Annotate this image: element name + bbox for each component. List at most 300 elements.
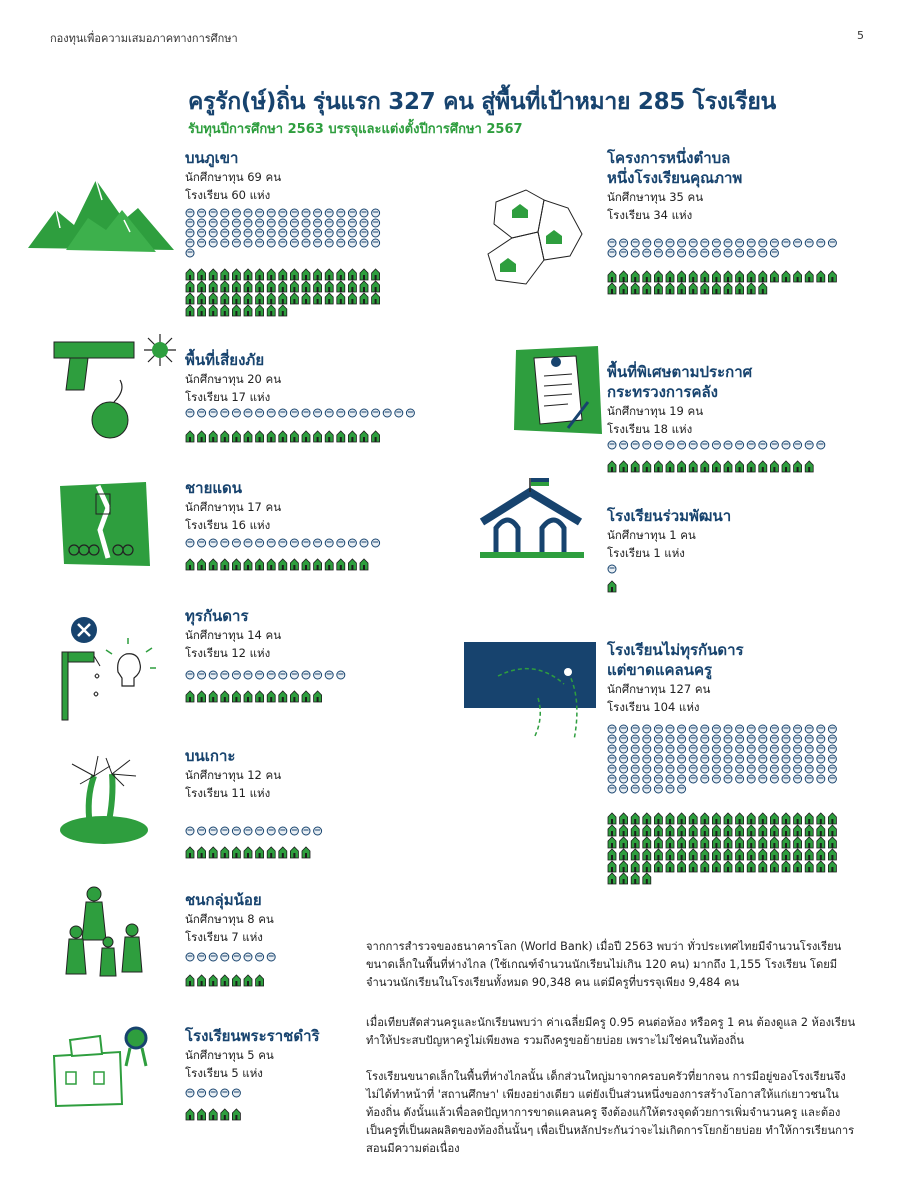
school-icon-grid — [185, 268, 385, 318]
teacher-face-icon — [805, 765, 813, 773]
school-icon-grid — [185, 430, 419, 444]
school-building-icon — [666, 837, 674, 848]
teacher-face-icon — [678, 745, 686, 753]
school-building-icon — [782, 825, 790, 836]
school-building-icon — [221, 431, 229, 442]
school-building-icon — [198, 293, 206, 304]
teacher-face-icon — [279, 409, 287, 417]
school-building-icon — [666, 861, 674, 872]
school-icon-grid — [607, 270, 841, 296]
teacher-face-icon — [724, 735, 732, 743]
teacher-face-icon — [209, 229, 217, 237]
school-building-icon — [279, 691, 287, 702]
school-building-icon — [244, 847, 252, 858]
teacher-face-icon — [817, 735, 825, 743]
area-section — [607, 506, 731, 562]
teacher-face-icon — [828, 735, 836, 743]
district-map-illustration — [482, 184, 594, 288]
teacher-face-icon — [256, 539, 264, 547]
teacher-face-icon — [325, 239, 333, 247]
school-building-icon — [290, 847, 298, 858]
school-building-icon — [360, 431, 368, 442]
teacher-face-icon — [290, 539, 298, 547]
school-building-icon — [279, 431, 287, 442]
teacher-face-icon — [360, 539, 368, 547]
teacher-face-icon — [678, 249, 686, 257]
student-count-label: นักศึกษาทุน 1 คน — [607, 528, 696, 542]
school-building-icon — [712, 283, 720, 294]
area-section — [607, 640, 744, 716]
school-building-icon — [209, 293, 217, 304]
school-building-icon — [372, 281, 380, 292]
teacher-face-icon — [724, 765, 732, 773]
teacher-face-icon — [654, 775, 662, 783]
teacher-face-icon — [631, 735, 639, 743]
teacher-face-icon — [782, 725, 790, 733]
teacher-face-icon — [689, 249, 697, 257]
school-building-icon — [666, 283, 674, 294]
area-name: ชนกลุ่มน้อย — [185, 891, 262, 909]
teacher-face-icon — [198, 671, 206, 679]
teacher-face-icon — [221, 209, 229, 217]
teacher-face-icon — [666, 239, 674, 247]
school-building-icon — [221, 975, 229, 986]
teacher-face-icon — [805, 441, 813, 449]
school-building-icon — [794, 825, 802, 836]
teacher-face-icon — [198, 827, 206, 835]
school-icon-grid — [607, 460, 830, 474]
school-count-label: โรงเรียน 1 แห่ง — [607, 546, 685, 560]
teacher-face-icon — [770, 249, 778, 257]
school-building-icon — [654, 813, 662, 824]
school-building-icon — [712, 837, 720, 848]
teacher-face-icon — [747, 765, 755, 773]
teacher-face-icon — [608, 745, 616, 753]
teacher-face-icon — [244, 671, 252, 679]
area-name: หนึ่งโรงเรียนคุณภาพ — [607, 169, 743, 187]
school-icon-grid — [185, 846, 327, 860]
teacher-face-icon — [279, 239, 287, 247]
school-building-icon — [666, 461, 674, 472]
teacher-face-icon — [209, 671, 217, 679]
school-building-icon — [198, 1109, 206, 1120]
teacher-face-icon — [608, 725, 616, 733]
teacher-face-icon — [279, 229, 287, 237]
school-building-icon — [290, 559, 298, 570]
teacher-face-icon — [782, 239, 790, 247]
school-building-icon — [314, 559, 322, 570]
school-building-icon — [186, 293, 194, 304]
teacher-face-icon — [678, 765, 686, 773]
teacher-face-icon — [256, 827, 264, 835]
teacher-face-icon — [232, 239, 240, 247]
teacher-face-icon — [186, 229, 194, 237]
teacher-face-icon — [256, 953, 264, 961]
teacher-face-icon — [631, 775, 639, 783]
school-icon-grid — [607, 812, 841, 886]
school-building-icon — [712, 861, 720, 872]
teacher-face-icon — [654, 765, 662, 773]
school-building-icon — [643, 861, 651, 872]
school-building-icon — [256, 305, 264, 316]
teacher-face-icon — [620, 239, 628, 247]
teacher-face-icon — [244, 539, 252, 547]
school-building-icon — [302, 691, 310, 702]
teacher-face-icon — [290, 229, 298, 237]
teacher-face-icon — [759, 755, 767, 763]
teacher-face-icon — [279, 219, 287, 227]
teacher-face-icon — [372, 219, 380, 227]
teacher-face-icon — [244, 827, 252, 835]
teacher-face-icon — [198, 953, 206, 961]
school-building-icon — [232, 975, 240, 986]
teacher-face-icon — [631, 755, 639, 763]
school-building-icon — [256, 269, 264, 280]
teacher-face-icon — [747, 441, 755, 449]
flag-school-illustration — [476, 478, 588, 562]
teacher-face-icon — [689, 755, 697, 763]
teacher-face-icon — [267, 239, 275, 247]
teacher-face-icon — [232, 953, 240, 961]
teacher-face-icon — [209, 239, 217, 247]
school-building-icon — [337, 293, 345, 304]
student-icon-grid — [607, 564, 621, 576]
school-building-icon — [279, 269, 287, 280]
school-building-icon — [782, 271, 790, 282]
teacher-face-icon — [736, 735, 744, 743]
teacher-face-icon — [608, 735, 616, 743]
student-count-label: นักศึกษาทุน 8 คน — [185, 912, 274, 926]
teacher-face-icon — [631, 745, 639, 753]
teacher-face-icon — [186, 209, 194, 217]
teacher-face-icon — [759, 735, 767, 743]
teacher-face-icon — [290, 239, 298, 247]
school-building-icon — [817, 849, 825, 860]
teacher-face-icon — [337, 409, 345, 417]
teacher-face-icon — [186, 539, 194, 547]
student-icon-grid — [185, 538, 385, 550]
teacher-face-icon — [302, 827, 310, 835]
school-building-icon — [678, 813, 686, 824]
teacher-face-icon — [198, 209, 206, 217]
school-building-icon — [770, 825, 778, 836]
teacher-face-icon — [244, 209, 252, 217]
school-building-icon — [689, 813, 697, 824]
school-building-icon — [782, 861, 790, 872]
hill-tribe-people-illustration — [62, 884, 152, 984]
school-building-icon — [643, 849, 651, 860]
school-building-icon — [689, 271, 697, 282]
teacher-face-icon — [828, 239, 836, 247]
school-building-icon — [209, 559, 217, 570]
teacher-face-icon — [620, 735, 628, 743]
teacher-face-icon — [348, 209, 356, 217]
page-number: 5 — [857, 29, 864, 42]
school-icon-grid — [185, 974, 280, 988]
school-building-icon — [689, 283, 697, 294]
teacher-face-icon — [244, 239, 252, 247]
school-building-icon — [221, 281, 229, 292]
school-building-icon — [279, 305, 287, 316]
student-count-label: นักศึกษาทุน 69 คน — [185, 170, 282, 184]
school-building-icon — [232, 847, 240, 858]
teacher-face-icon — [701, 775, 709, 783]
teacher-face-icon — [290, 671, 298, 679]
school-count-label: โรงเรียน 104 แห่ง — [607, 700, 700, 714]
school-building-icon — [770, 271, 778, 282]
teacher-face-icon — [314, 229, 322, 237]
school-building-icon — [608, 825, 616, 836]
teacher-face-icon — [654, 249, 662, 257]
teacher-face-icon — [198, 239, 206, 247]
teacher-face-icon — [221, 953, 229, 961]
school-building-icon — [678, 283, 686, 294]
school-building-icon — [724, 283, 732, 294]
school-building-icon — [302, 281, 310, 292]
area-section — [185, 746, 281, 802]
teacher-face-icon — [828, 745, 836, 753]
teacher-face-icon — [209, 539, 217, 547]
school-building-icon — [794, 849, 802, 860]
school-building-icon — [256, 559, 264, 570]
school-building-icon — [794, 861, 802, 872]
school-building-icon — [678, 825, 686, 836]
teacher-face-icon — [666, 765, 674, 773]
school-building-icon — [232, 1109, 240, 1120]
teacher-face-icon — [372, 239, 380, 247]
school-building-icon — [631, 271, 639, 282]
teacher-face-icon — [256, 229, 264, 237]
school-building-icon — [643, 813, 651, 824]
school-building-icon — [279, 293, 287, 304]
teacher-face-icon — [608, 249, 616, 257]
teacher-face-icon — [817, 239, 825, 247]
school-building-icon — [747, 861, 755, 872]
school-building-icon — [256, 847, 264, 858]
teacher-face-icon — [631, 249, 639, 257]
school-building-icon — [666, 271, 674, 282]
school-building-icon — [198, 691, 206, 702]
teacher-face-icon — [209, 219, 217, 227]
teacher-face-icon — [267, 827, 275, 835]
school-building-icon — [724, 813, 732, 824]
school-building-icon — [631, 461, 639, 472]
teacher-face-icon — [302, 229, 310, 237]
school-building-icon — [325, 559, 333, 570]
teacher-face-icon — [383, 409, 391, 417]
school-building-icon — [805, 849, 813, 860]
school-building-icon — [302, 559, 310, 570]
school-building-icon — [620, 861, 628, 872]
school-building-icon — [256, 293, 264, 304]
school-building-icon — [221, 269, 229, 280]
school-building-icon — [712, 271, 720, 282]
school-building-icon — [620, 461, 628, 472]
teacher-face-icon — [348, 239, 356, 247]
school-building-icon — [654, 461, 662, 472]
school-building-icon — [608, 813, 616, 824]
teacher-face-icon — [631, 785, 639, 793]
school-building-icon — [314, 691, 322, 702]
school-building-icon — [232, 559, 240, 570]
student-icon-grid — [185, 208, 385, 260]
teacher-face-icon — [643, 725, 651, 733]
school-building-icon — [232, 431, 240, 442]
school-building-icon — [337, 269, 345, 280]
school-building-icon — [608, 849, 616, 860]
teacher-face-icon — [360, 239, 368, 247]
teacher-face-icon — [770, 725, 778, 733]
school-building-icon — [828, 849, 836, 860]
school-building-icon — [631, 837, 639, 848]
school-building-icon — [244, 305, 252, 316]
school-building-icon — [360, 559, 368, 570]
school-building-icon — [256, 281, 264, 292]
school-building-icon — [654, 849, 662, 860]
school-building-icon — [701, 283, 709, 294]
school-building-icon — [232, 293, 240, 304]
school-building-icon — [198, 559, 206, 570]
school-building-icon — [631, 825, 639, 836]
teacher-face-icon — [817, 441, 825, 449]
teacher-face-icon — [256, 409, 264, 417]
area-name: บนเกาะ — [185, 747, 236, 765]
area-name: โรงเรียนร่วมพัฒนา — [607, 507, 732, 525]
teacher-face-icon — [712, 735, 720, 743]
school-building-icon — [608, 283, 616, 294]
teacher-face-icon — [302, 539, 310, 547]
body-paragraph-2: เมื่อเทียบสัดส่วนครูและนักเรียนพบว่า ค่าเฉลี่ยมีครู 0.95 คนต่อห้อง หรือครู 1 คน ต้องดูแล 2 ห้องเรียน ทำให้ประสบปัญหาครูไม่เพียงพอ รวมถึงครูขอย้ายบ่อย เพราะไม่ใช่คนในท้องถิ่น — [366, 1016, 856, 1047]
teacher-face-icon — [325, 671, 333, 679]
school-building-icon — [256, 975, 264, 986]
school-building-icon — [770, 837, 778, 848]
school-building-icon — [631, 813, 639, 824]
teacher-face-icon — [290, 409, 298, 417]
teacher-face-icon — [666, 735, 674, 743]
teacher-face-icon — [186, 827, 194, 835]
school-building-icon — [186, 281, 194, 292]
school-building-icon — [608, 837, 616, 848]
school-building-icon — [221, 305, 229, 316]
teacher-face-icon — [631, 765, 639, 773]
teacher-face-icon — [736, 755, 744, 763]
school-building-icon — [747, 849, 755, 860]
teacher-face-icon — [759, 441, 767, 449]
school-building-icon — [244, 559, 252, 570]
teacher-face-icon — [805, 239, 813, 247]
school-building-icon — [209, 305, 217, 316]
teacher-face-icon — [267, 953, 275, 961]
school-building-icon — [209, 691, 217, 702]
school-building-icon — [209, 1109, 217, 1120]
school-building-icon — [314, 281, 322, 292]
teacher-face-icon — [736, 745, 744, 753]
school-building-icon — [747, 461, 755, 472]
school-building-icon — [794, 271, 802, 282]
teacher-face-icon — [395, 409, 403, 417]
teacher-face-icon — [724, 755, 732, 763]
teacher-face-icon — [794, 755, 802, 763]
area-section — [185, 478, 281, 534]
school-building-icon — [314, 293, 322, 304]
teacher-face-icon — [782, 745, 790, 753]
teacher-face-icon — [314, 239, 322, 247]
school-building-icon — [724, 837, 732, 848]
school-building-icon — [805, 271, 813, 282]
school-building-icon — [828, 861, 836, 872]
area-section — [607, 362, 752, 438]
school-building-icon — [631, 283, 639, 294]
teacher-face-icon — [620, 755, 628, 763]
teacher-face-icon — [654, 735, 662, 743]
school-building-icon — [643, 873, 651, 884]
school-building-icon — [302, 431, 310, 442]
teacher-face-icon — [770, 735, 778, 743]
teacher-face-icon — [198, 539, 206, 547]
teacher-face-icon — [666, 725, 674, 733]
teacher-face-icon — [689, 725, 697, 733]
student-icon-grid — [185, 408, 419, 420]
teacher-face-icon — [724, 775, 732, 783]
school-building-icon — [620, 825, 628, 836]
school-building-icon — [360, 269, 368, 280]
school-building-icon — [267, 305, 275, 316]
school-building-icon — [198, 305, 206, 316]
school-building-icon — [805, 837, 813, 848]
school-building-icon — [805, 813, 813, 824]
school-building-icon — [747, 271, 755, 282]
area-name: โรงเรียนไม่ทุรกันดาร — [607, 641, 744, 659]
school-building-icon — [654, 283, 662, 294]
teacher-face-icon — [198, 219, 206, 227]
student-icon-grid — [607, 724, 841, 796]
teacher-face-icon — [724, 239, 732, 247]
school-building-icon — [747, 837, 755, 848]
teacher-face-icon — [701, 441, 709, 449]
school-building-icon — [209, 431, 217, 442]
teacher-face-icon — [678, 785, 686, 793]
teacher-face-icon — [724, 249, 732, 257]
teacher-face-icon — [232, 671, 240, 679]
teacher-face-icon — [666, 755, 674, 763]
teacher-face-icon — [279, 209, 287, 217]
teacher-face-icon — [736, 765, 744, 773]
school-building-icon — [290, 691, 298, 702]
teacher-face-icon — [348, 539, 356, 547]
school-building-icon — [631, 849, 639, 860]
student-count-label: นักศึกษาทุน 12 คน — [185, 768, 282, 782]
area-name: ทุรกันดาร — [185, 607, 249, 625]
school-building-icon — [724, 849, 732, 860]
teacher-face-icon — [701, 745, 709, 753]
teacher-face-icon — [267, 219, 275, 227]
school-building-icon — [782, 813, 790, 824]
student-icon-grid — [185, 1088, 245, 1100]
teacher-face-icon — [256, 239, 264, 247]
teacher-face-icon — [666, 745, 674, 753]
school-building-icon — [244, 975, 252, 986]
school-building-icon — [372, 293, 380, 304]
teacher-face-icon — [805, 735, 813, 743]
teacher-face-icon — [608, 239, 616, 247]
teacher-face-icon — [654, 785, 662, 793]
school-count-label: โรงเรียน 17 แห่ง — [185, 390, 271, 404]
teacher-face-icon — [198, 229, 206, 237]
school-building-icon — [290, 293, 298, 304]
school-building-icon — [828, 271, 836, 282]
teacher-face-icon — [782, 735, 790, 743]
teacher-face-icon — [314, 539, 322, 547]
